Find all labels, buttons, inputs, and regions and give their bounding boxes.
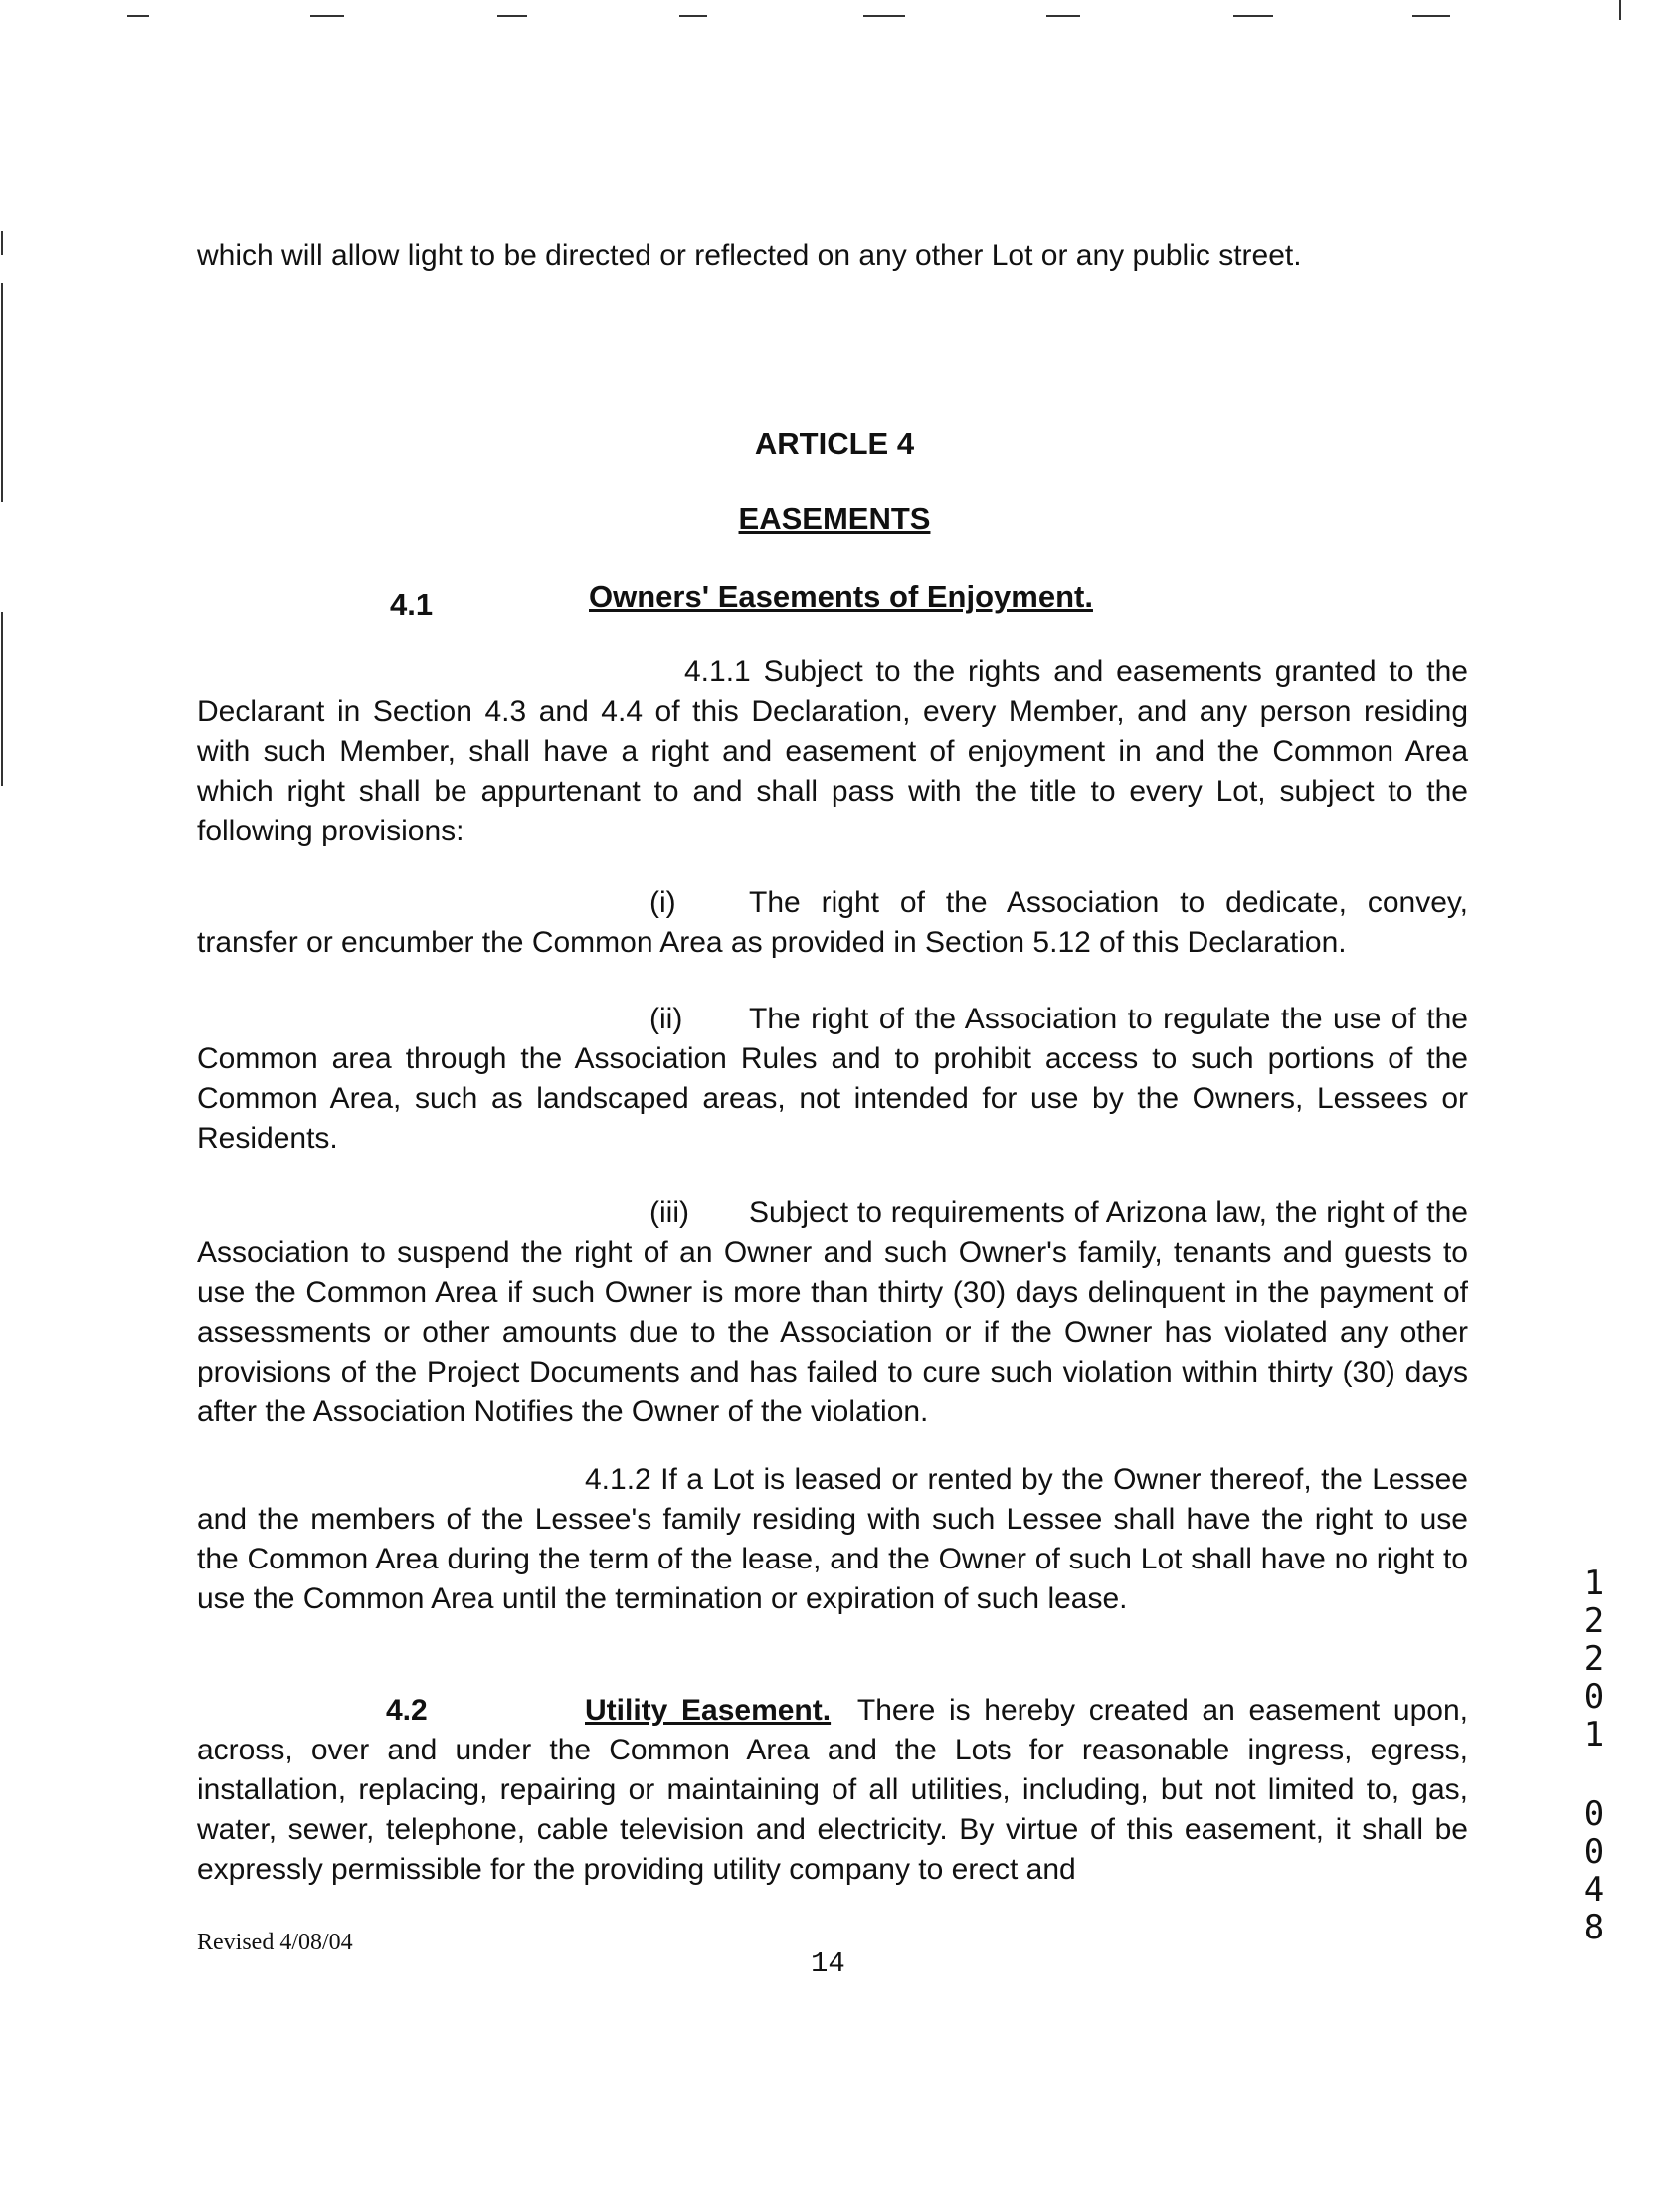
- section-4-2: [197, 1691, 1468, 1890]
- scan-edge-mark: [1, 283, 3, 502]
- stamp-digit: 2: [1583, 1601, 1605, 1641]
- scan-edge-mark: [1, 612, 3, 786]
- paragraph-4-1-2-lead: 4.1.2 If a Lot is leased or rented by the Owner thereof, the: [585, 1463, 1363, 1496]
- paragraph-4-1-2: [197, 1460, 1468, 1619]
- paragraph-4-1-1-lead: 4.1.1 Subject to the rights and easements granted to the: [684, 655, 1468, 688]
- stamp-digit: 0: [1583, 1832, 1605, 1872]
- stamp-digit: 1: [1583, 1564, 1605, 1603]
- item-i: [197, 883, 1468, 963]
- section-4-2-number: 4.2: [386, 1694, 428, 1727]
- section-4-2-lead: There is hereby created an easement: [856, 1694, 1381, 1727]
- item-i-label: (i): [649, 886, 676, 919]
- page-number: 14: [811, 1947, 845, 1980]
- article-subtitle: EASEMENTS: [738, 501, 931, 536]
- item-ii-lead: The right of the Association to regulate the use: [749, 1003, 1382, 1035]
- scan-mark: [863, 15, 905, 17]
- paragraph-4-1-1-body: Declarant in Section 4.3 and 4.4 of this Declaration, every Member, and any person residing with such Member, shall have a right and easement of enjoyment in and the Common Area which right shall be appurtenant to and shall pass with the title to every Lot, subject to the following provisions:: [197, 695, 1468, 847]
- recording-stamp: [1579, 1564, 1609, 1948]
- scan-mark: [310, 15, 344, 17]
- article-title: ARTICLE 4: [754, 426, 915, 461]
- item-iii-label: (iii): [649, 1197, 689, 1229]
- item-iii-lead: Subject to requirements of Arizona law, the right: [749, 1197, 1385, 1229]
- stamp-digit: 8: [1583, 1908, 1605, 1947]
- stamp-digit: 0: [1583, 1677, 1605, 1717]
- section-4-1-title: Owners' Easements of Enjoyment.: [589, 579, 1093, 614]
- scan-mark: [1412, 15, 1450, 17]
- scan-edge-mark: [1, 231, 3, 255]
- scan-mark: [1046, 15, 1080, 17]
- item-i-body: transfer or encumber the Common Area as provided in Section 5.12 of this Declaration.: [197, 926, 1347, 959]
- stamp-digit: 1: [1583, 1715, 1605, 1754]
- scan-mark: [127, 15, 149, 17]
- item-ii: [197, 1000, 1468, 1159]
- intro-line: which will allow light to be directed or reflected on any other Lot or any public street.: [197, 239, 1302, 272]
- paragraph-4-1-1: [197, 652, 1468, 851]
- stamp-digit: 2: [1583, 1639, 1605, 1679]
- stamp-gap: [1579, 1755, 1609, 1797]
- revised-date: Revised 4/08/04: [197, 1930, 353, 1955]
- item-i-lead: The right of the Association to dedicate, convey,: [749, 886, 1468, 919]
- item-ii-label: (ii): [649, 1003, 683, 1035]
- item-ii-body: of the Common area through the Association Rules and to prohibit access to such portions of the Common Area, such as landscaped areas, not intended for use by the Owners, Lessees or Residents.: [197, 1003, 1468, 1155]
- item-iii: [197, 1194, 1468, 1432]
- scan-mark: [679, 15, 707, 17]
- section-4-2-body: upon, across, over and under the Common Area and the Lots for reasonable ingress, egress, installation, replacing, repairing or maintaining of all utilities, including, but not limited to, gas, water, sewer, telephone, cable television and electricity. By virtue of this easement, it shall be expressly permissible for the providing utility company to erect and: [197, 1694, 1468, 1886]
- section-4-2-title: Utility Easement.: [585, 1694, 832, 1727]
- stamp-digit: 0: [1583, 1794, 1605, 1834]
- paragraph-4-1-2-body: Lessee and the members of the Lessee's family residing with such Lessee shall have the right to use the Common Area during the term of the lease, and the Owner of such Lot shall have no right to use the Common Area until the termination or expiration of such lease.: [197, 1463, 1468, 1615]
- section-4-1-number: 4.1: [390, 587, 434, 622]
- scan-mark: [497, 15, 527, 17]
- item-iii-body: of the Association to suspend the right of an Owner and such Owner's family, tenants and guests to use the Common Area if such Owner is more than thirty (30) days delinquent in the payment of assessments or other amounts due to the Association or if the Owner has violated any other provisions of the Project Documents and has failed to cure such violation within thirty (30) days after the Association Notifies the Owner of the violation.: [197, 1197, 1468, 1428]
- scan-top-marks: [0, 0, 1669, 30]
- scan-mark: [1233, 15, 1273, 17]
- stamp-digit: 4: [1583, 1870, 1605, 1910]
- scan-mark: [1619, 0, 1621, 20]
